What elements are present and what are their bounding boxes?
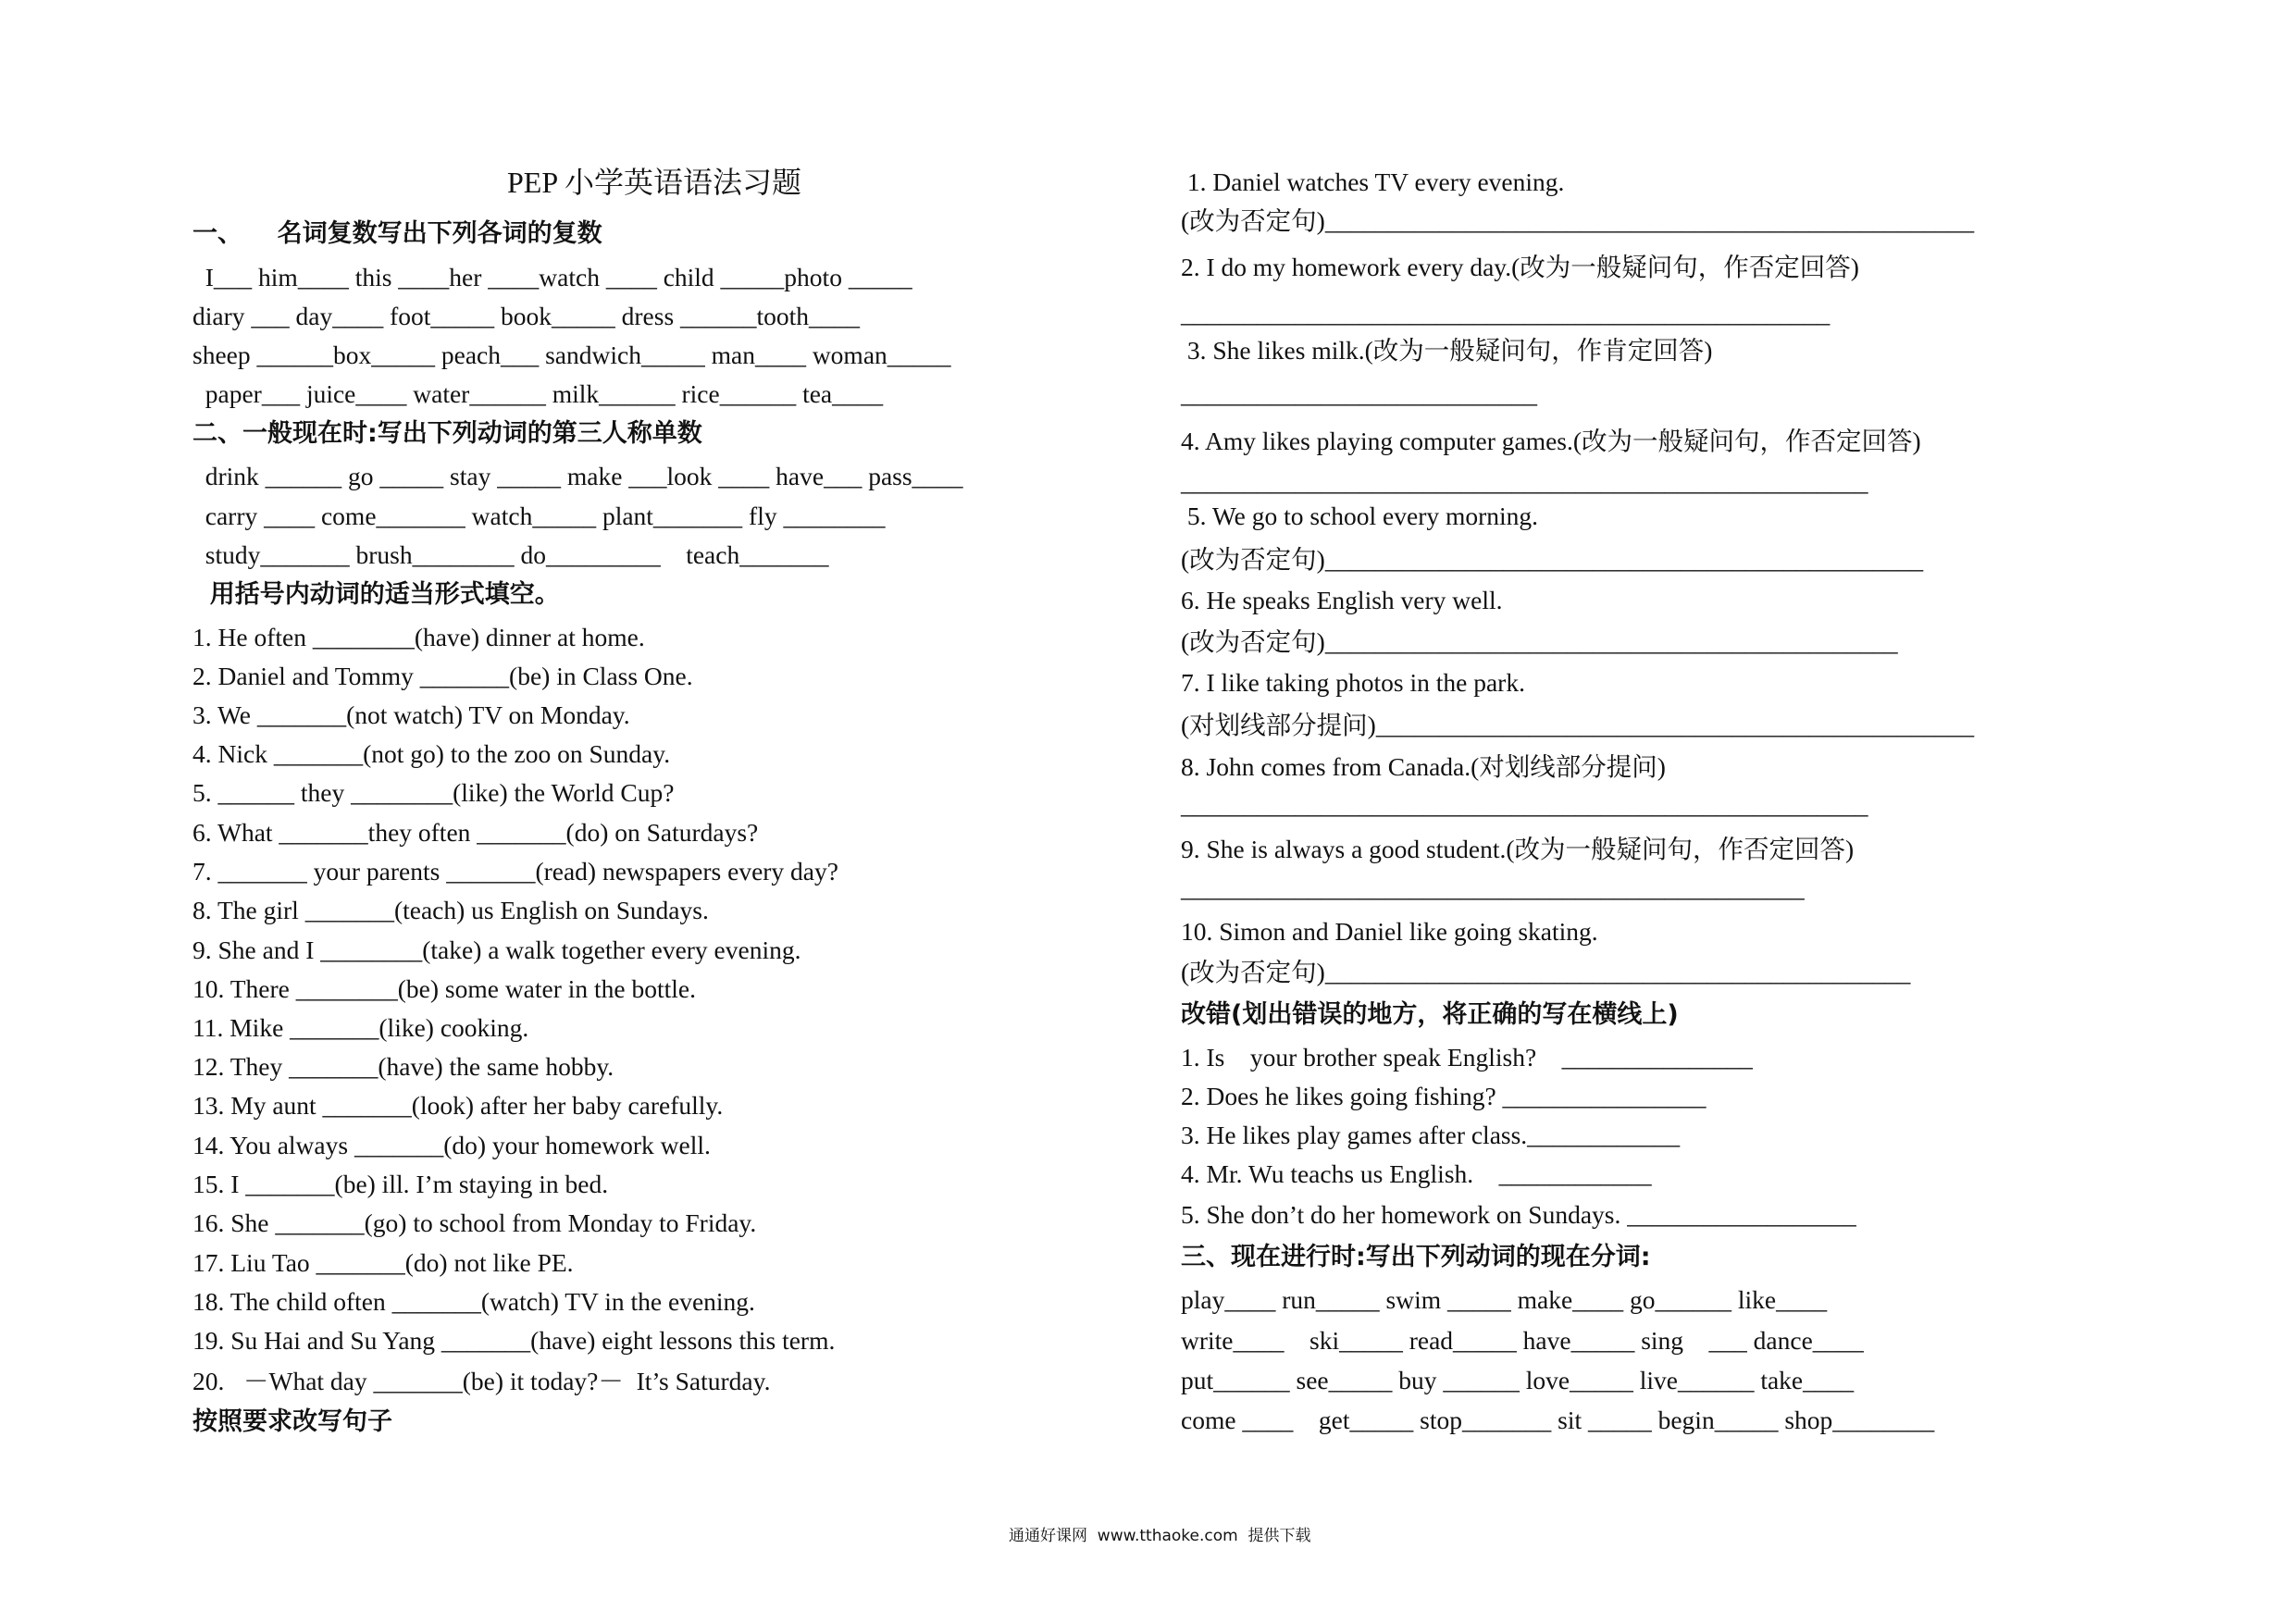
left-line: drink ______ go _____ stay _____ make ___look ____ have___ pass____: [192, 462, 963, 490]
left-line: 17. Liu Tao _______(do) not like PE.: [192, 1248, 574, 1277]
right-line: (对划线部分提问)_______________________________________________: [1181, 711, 1975, 739]
right-line: (改为否定句)______________________________________________: [1181, 958, 1911, 986]
left-line: 9. She and I ________(take) a walk together every evening.: [192, 935, 801, 964]
left-section-heading: 用括号内动词的适当形式填空。: [192, 580, 560, 609]
left-line: 18. The child often _______(watch) TV in the evening.: [192, 1287, 755, 1316]
left-line: 2. Daniel and Tommy _______(be) in Class One.: [192, 662, 693, 690]
right-line: (改为否定句)_______________________________________________: [1181, 545, 1924, 574]
left-line: 10. There ________(be) some water in the bottle.: [192, 974, 696, 1003]
right-line: 7. I like taking photos in the park.: [1181, 668, 1525, 697]
right-section-heading: 三、现在进行时:写出下列动词的现在分词:: [1181, 1243, 1651, 1271]
right-line: 4. Mr. Wu teachs us English. ____________: [1181, 1159, 1652, 1188]
right-line: 1. Is your brother speak English? _______________: [1181, 1043, 1753, 1072]
right-line: ___________________________________________________: [1181, 299, 1831, 328]
right-line: _________________________________________________: [1181, 873, 1805, 902]
right-line: (改为否定句)_____________________________________________: [1181, 627, 1898, 656]
right-line: 2. Does he likes going fishing? ________________: [1181, 1082, 1706, 1110]
left-line: diary ___ day____ foot_____ book_____ dress ______tooth____: [192, 302, 861, 330]
left-section-heading: 一、 名词复数写出下列各词的复数: [192, 219, 602, 248]
left-line: 4. Nick _______(not go) to the zoo on Sunday.: [192, 739, 671, 768]
right-line: come ____ get_____ stop_______ sit _____ begin_____ shop________: [1181, 1406, 1935, 1434]
page-title: PEP 小学英语语法习题: [507, 166, 801, 199]
left-line: 15. I _______(be) ill. I’m staying in bed.: [192, 1170, 609, 1198]
left-line: 16. She _______(go) to school from Monday to Friday.: [192, 1208, 757, 1237]
right-line: 3. She likes milk.(改为一般疑问句，作肯定回答): [1181, 336, 1713, 365]
right-line: ____________________________: [1181, 379, 1537, 408]
right-line: (改为否定句)___________________________________________________: [1181, 206, 1975, 235]
right-line: 1. Daniel watches TV every evening.: [1181, 167, 1565, 196]
left-line: study_______ brush________ do_________ teach_______: [192, 540, 829, 569]
left-section-heading: 二、一般现在时:写出下列动词的第三人称单数: [192, 419, 702, 448]
left-line: carry ____ come_______ watch_____ plant_______ fly ________: [192, 502, 886, 530]
right-line: 10. Simon and Daniel like going skating.: [1181, 917, 1598, 946]
left-line: 8. The girl _______(teach) us English on Sundays.: [192, 896, 709, 924]
left-line: I___ him____ this ____her ____watch ____ child _____photo _____: [192, 263, 912, 291]
right-line: 6. He speaks English very well.: [1181, 586, 1503, 614]
right-line: 5. She don’t do her homework on Sundays. __________________: [1181, 1200, 1856, 1229]
right-line: ______________________________________________________: [1181, 467, 1868, 496]
left-line: 7. _______ your parents _______(read) newspapers every day?: [192, 857, 838, 886]
left-line: 6. What _______they often _______(do) on Saturdays?: [192, 818, 759, 847]
left-line: 5. ______ they ________(like) the World Cup?: [192, 778, 675, 807]
left-line: 13. My aunt _______(look) after her baby carefully.: [192, 1091, 724, 1120]
right-line: 5. We go to school every morning.: [1181, 502, 1539, 530]
right-line: 9. She is always a good student.(改为一般疑问句，作否定回答): [1181, 835, 1855, 863]
left-section-heading: 按照要求改写句子: [192, 1407, 392, 1436]
left-line: 12. They _______(have) the same hobby.: [192, 1052, 614, 1081]
right-line: 8. John comes from Canada.(对划线部分提问): [1181, 752, 1666, 781]
right-line: 2. I do my homework every day.(改为一般疑问句，作否定回答): [1181, 253, 1859, 281]
left-line: 3. We _______(not watch) TV on Monday.: [192, 700, 630, 729]
right-line: put______ see_____ buy ______ love_____ live______ take____: [1181, 1366, 1855, 1394]
left-line: 14. You always _______(do) your homework well.: [192, 1131, 711, 1159]
right-line: play____ run_____ swim _____ make____ go______ like____: [1181, 1285, 1828, 1314]
left-line: 20. －What day _______(be) it today?－ It’s Saturday.: [192, 1367, 771, 1395]
right-line: 4. Amy likes playing computer games.(改为一般疑问句，作否定回答): [1181, 427, 1921, 455]
right-line: 3. He likes play games after class.____________: [1181, 1121, 1681, 1149]
right-line: write____ ski_____ read_____ have_____ sing ___ dance____: [1181, 1326, 1864, 1355]
footer-source: 通通好课网 www.tthaoke.com 提供下载: [1009, 1527, 1311, 1545]
left-line: paper___ juice____ water______ milk______ rice______ tea____: [192, 379, 884, 408]
left-line: 1. He often ________(have) dinner at home.: [192, 623, 645, 651]
left-line: sheep ______box_____ peach___ sandwich_____ man____ woman_____: [192, 341, 951, 369]
left-line: 11. Mike _______(like) cooking.: [192, 1013, 529, 1042]
left-line: 19. Su Hai and Su Yang _______(have) eight lessons this term.: [192, 1326, 836, 1355]
right-line: ______________________________________________________: [1181, 790, 1868, 819]
right-section-heading: 改错(划出错误的地方，将正确的写在横线上): [1181, 1000, 1679, 1029]
